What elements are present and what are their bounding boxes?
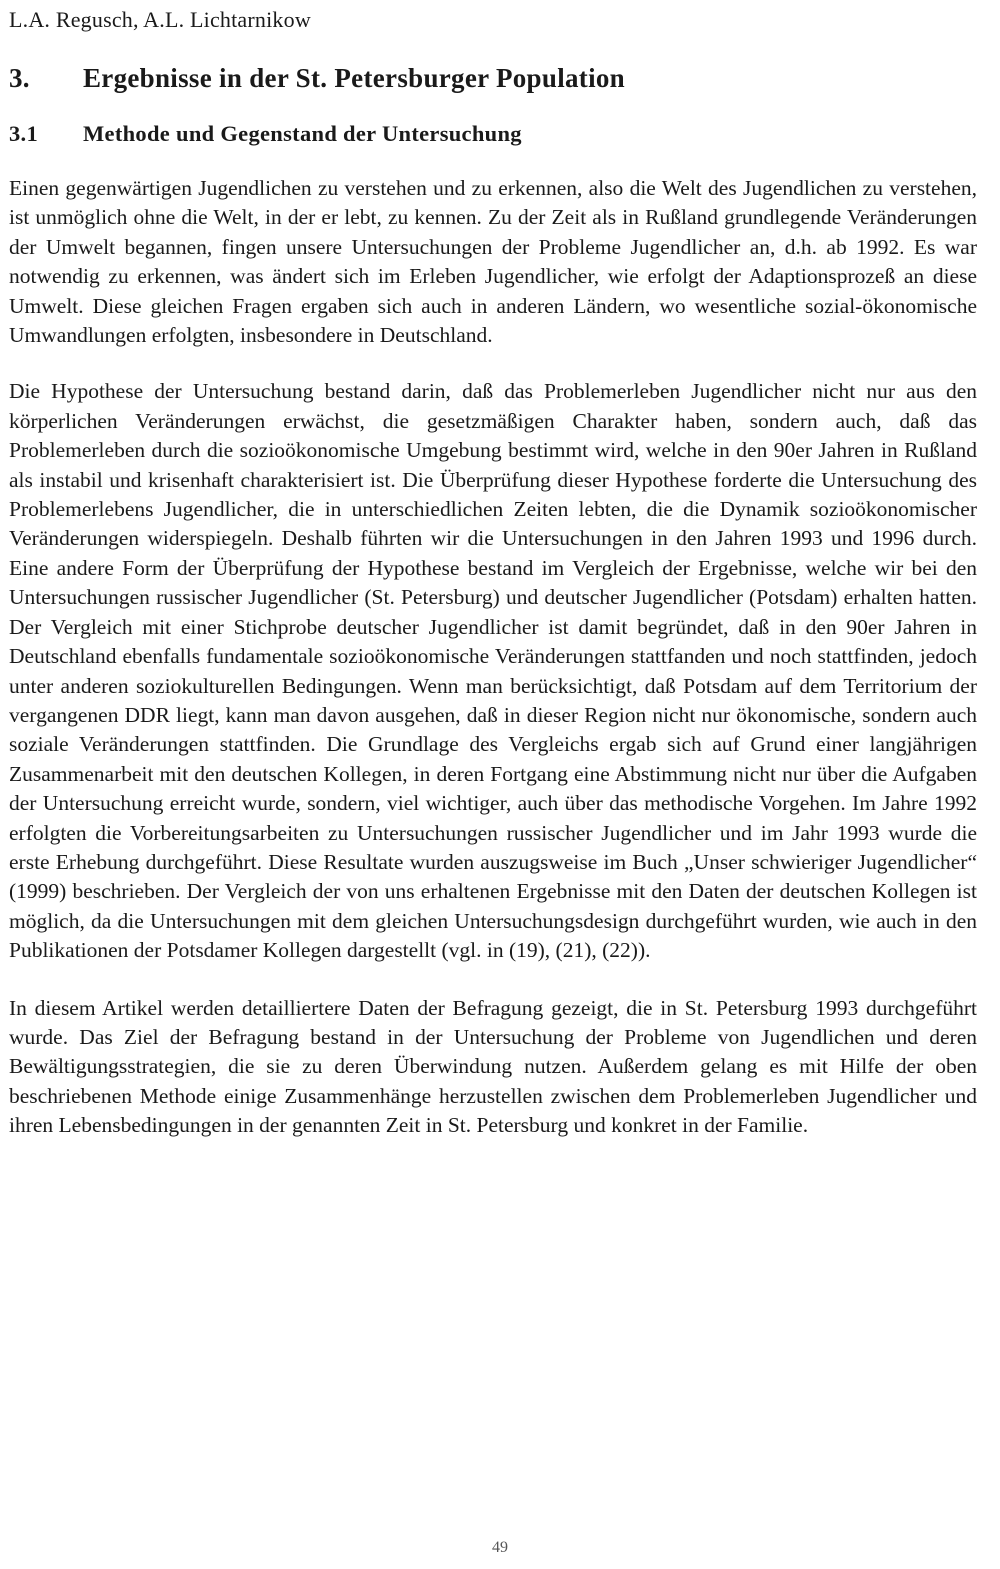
paragraph-hypothesis: Die Hypothese der Untersuchung bestand darin, daß das Problemerleben Jugendlicher nicht nur aus den körperlichen Veränderungen erwächst, die gesetzmäßigen Charakter haben, sondern auch, daß das Problemerleben durch die sozioökonomische Umgebung bestimmt wird, welche in den 90er Jahren in Rußland als instabil und krisenhaft charakterisiert ist. Die Überprüfung dieser Hypothese forderte die Untersuchung des Problemerlebens Jugendlicher, die in unterschiedlichen Zeiten lebten, die die Dynamik sozioökonomischer Veränderungen widerspiegeln. Deshalb führten wir die Untersuchungen in den Jahren 1993 und 1996 durch. Eine andere Form der Überprüfung der Hypothese bestand im Vergleich der Ergebnisse, welche wir bei den Untersuchungen russischer Jugendlicher (St. Petersburg) und deutscher Jugendlicher (Potsdam) erhalten hatten. Der Vergleich mit einer Stichprobe deutscher Jugendlicher ist damit begründet, daß in den 90er Jahren in Deutschland ebenfalls fundamentale sozioökonomische Veränderungen stattfanden und noch stattfinden, jedoch unter anderen soziokulturellen Bedingungen. Wenn man berücksichtigt, daß Potsdam auf dem Territorium der vergangenen DDR liegt, kann man davon ausgehen, daß in dieser Region nicht nur ökonomische, sondern auch soziale Veränderungen stattfinden. Die Grundlage des Vergleichs ergab sich auf Grund einer langjährigen Zusammenarbeit mit den deutschen Kollegen, in deren Fortgang eine Abstimmung nicht nur über die Aufgaben der Untersuchung erreicht wurde, sondern, viel wichtiger, auch über das methodische Vorgehen. Im Jahre 1992 erfolgten die Vorbereitungsarbeiten zu Untersuchungen russischer Jugendlicher und im Jahr 1993 wurde die erste Erhebung durchgeführt. Diese Resultate wurden auszugsweise im Buch „Unser schwieriger Jugendlicher“ (1999) beschrieben. Der Vergleich der von uns erhaltenen Ergebnisse mit den Daten der deutschen Kollegen ist möglich, da die Untersuchungen mit dem gleichen Untersuchungsdesign durchgeführt wurden, wie auch in den Publikationen der Potsdamer Kollegen dargestellt (vgl. in (19), (21), (22)). (9, 379, 977, 963)
page-content (9, 6, 977, 1141)
paragraph-introduction: Einen gegenwärtigen Jugendlichen zu verstehen und zu erkennen, also die Welt des Jugendlichen zu verstehen, ist unmöglich ohne die Welt, in der er lebt, zu kennen. Zu der Zeit als in Rußland grundlegende Veränderungen der Umwelt begannen, fingen unsere Untersuchungen der Probleme Jugendlicher an, d.h. ab 1992. Es war notwendig zu erkennen, was ändert sich im Erleben Jugendlicher, wie erfolgt der Adaptionsprozeß an diese Umwelt. Diese gleichen Fragen ergaben sich auch in anderen Ländern, wo wesentliche sozial-ökonomische Umwandlungen erfolgten, insbesondere in Deutschland. (9, 176, 977, 348)
subsection-heading (9, 120, 977, 148)
section-number: 3. (9, 63, 30, 93)
paragraph-article-scope: In diesem Artikel werden detailliertere Daten der Befragung gezeigt, die in St. Petersburg 1993 durchgeführt wurde. Das Ziel der Befragung bestand in der Untersuchung der Probleme von Jugendlichen und deren Bewältigungsstrategien, die sie zu deren Überwindung nutzen. Außerdem gelang es mit Hilfe der oben beschriebenen Methode einige Zusammenhänge herzustellen zwischen dem Problemerleben Jugendlicher und ihren Lebensbedingungen in der genannten Zeit in St. Petersburg und konkret in der Familie. (9, 995, 977, 1138)
section-title: Ergebnisse in der St. Petersburger Population (83, 63, 626, 93)
subsection-title: Methode und Gegenstand der Untersuchung (83, 121, 522, 146)
section-heading (9, 62, 977, 94)
running-head-authors: L.A. Regusch, A.L. Lichtarnikow (9, 7, 311, 32)
page-number: 49 (492, 1539, 508, 1556)
subsection-number: 3.1 (9, 121, 39, 146)
